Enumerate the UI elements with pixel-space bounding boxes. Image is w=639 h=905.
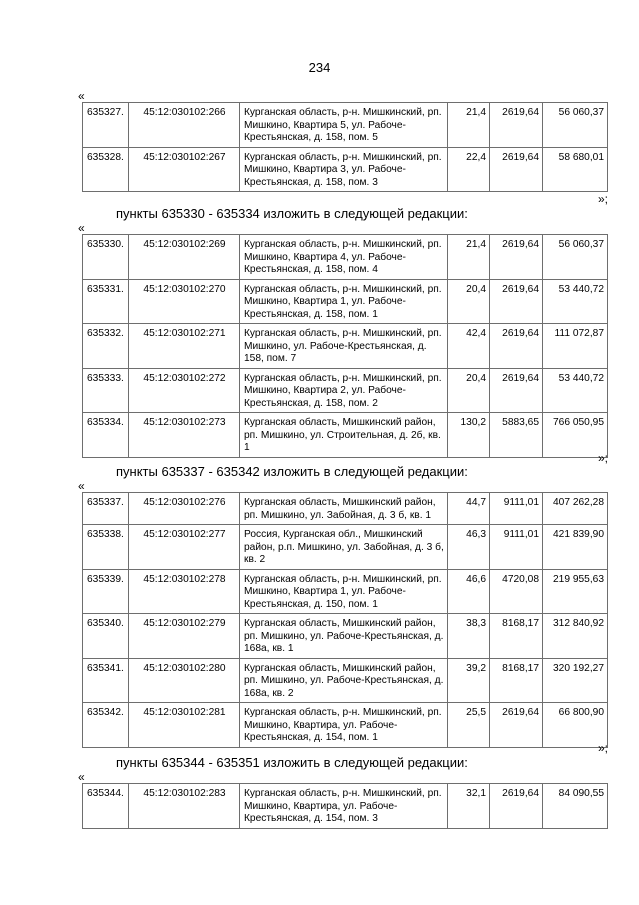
address: Курганская область, р-н. Мишкинский, рп. Мишкино, Квартира, ул. Рабоче-Крестьянская, д. 154, пом. 3: [240, 784, 448, 829]
area: 44,7: [448, 493, 490, 525]
table-row: [83, 279, 608, 324]
area: 46,3: [448, 525, 490, 570]
unit-price: 8168,17: [490, 658, 543, 703]
row-number: 635341.: [83, 658, 129, 703]
row-number: 635334.: [83, 413, 129, 458]
amendment-instruction: пункты 635330 - 635334 изложить в следующей редакции:: [116, 206, 468, 221]
row-number: 635339.: [83, 569, 129, 614]
address: Курганская область, Мишкинский район, рп. Мишкино, ул. Рабоче-Крестьянская, д. 168а, кв. 2: [240, 658, 448, 703]
area: 25,5: [448, 703, 490, 748]
row-number: 635340.: [83, 614, 129, 659]
total-value: 53 440,72: [543, 279, 608, 324]
cadastral-number: 45:12:030102:276: [129, 493, 240, 525]
unit-price: 2619,64: [490, 279, 543, 324]
unit-price: 9111,01: [490, 493, 543, 525]
row-number: 635332.: [83, 324, 129, 369]
cadastral-number: 45:12:030102:267: [129, 147, 240, 192]
cadastral-number: 45:12:030102:266: [129, 103, 240, 148]
area: 32,1: [448, 784, 490, 829]
cadastral-number: 45:12:030102:281: [129, 703, 240, 748]
area: 130,2: [448, 413, 490, 458]
total-value: 111 072,87: [543, 324, 608, 369]
total-value: 407 262,28: [543, 493, 608, 525]
row-number: 635342.: [83, 703, 129, 748]
table-row: [83, 493, 608, 525]
total-value: 421 839,90: [543, 525, 608, 570]
total-value: 320 192,27: [543, 658, 608, 703]
area: 42,4: [448, 324, 490, 369]
unit-price: 9111,01: [490, 525, 543, 570]
unit-price: 2619,64: [490, 147, 543, 192]
opening-quote: «: [78, 479, 85, 493]
area: 46,6: [448, 569, 490, 614]
total-value: 312 840,92: [543, 614, 608, 659]
address: Курганская область, Мишкинский район, рп. Мишкино, ул. Строительная, д. 2б, кв. 1: [240, 413, 448, 458]
records-table: [82, 492, 608, 748]
page-number: 234: [308, 60, 331, 75]
table-row: [83, 235, 608, 280]
total-value: 53 440,72: [543, 368, 608, 413]
amendment-instruction: пункты 635337 - 635342 изложить в следующей редакции:: [116, 464, 468, 479]
area: 38,3: [448, 614, 490, 659]
cadastral-number: 45:12:030102:269: [129, 235, 240, 280]
address: Россия, Курганская обл., Мишкинский район, р.п. Мишкино, ул. Забойная, д. 3 б, кв. 2: [240, 525, 448, 570]
closing-quote: »;: [598, 192, 609, 206]
address: Курганская область, Мишкинский район, рп. Мишкино, ул. Рабоче-Крестьянская, д. 168а, кв. 1: [240, 614, 448, 659]
unit-price: 2619,64: [490, 703, 543, 748]
address: Курганская область, р-н. Мишкинский, рп. Мишкино, Квартира 2, ул. Рабоче-Крестьянская, д. 158, пом. 2: [240, 368, 448, 413]
address: Курганская область, р-н. Мишкинский, рп. Мишкино, Квартира 4, ул. Рабоче-Крестьянская, д. 158, пом. 4: [240, 235, 448, 280]
total-value: 84 090,55: [543, 784, 608, 829]
cadastral-number: 45:12:030102:277: [129, 525, 240, 570]
row-number: 635327.: [83, 103, 129, 148]
unit-price: 5883,65: [490, 413, 543, 458]
total-value: 66 800,90: [543, 703, 608, 748]
row-number: 635330.: [83, 235, 129, 280]
row-number: 635333.: [83, 368, 129, 413]
unit-price: 8168,17: [490, 614, 543, 659]
area: 20,4: [448, 368, 490, 413]
total-value: 56 060,37: [543, 235, 608, 280]
cadastral-number: 45:12:030102:271: [129, 324, 240, 369]
address: Курганская область, р-н. Мишкинский, рп. Мишкино, Квартира 1, ул. Рабоче-Крестьянская, д. 158, пом. 1: [240, 279, 448, 324]
area: 21,4: [448, 103, 490, 148]
opening-quote: «: [78, 89, 85, 103]
table-row: [83, 784, 608, 829]
closing-quote: »;: [598, 451, 609, 465]
closing-quote: »;: [598, 741, 609, 755]
row-number: 635338.: [83, 525, 129, 570]
opening-quote: «: [78, 770, 85, 784]
row-number: 635331.: [83, 279, 129, 324]
records-table: [82, 783, 608, 829]
table-row: [83, 658, 608, 703]
total-value: 58 680,01: [543, 147, 608, 192]
unit-price: 2619,64: [490, 784, 543, 829]
table-row: [83, 569, 608, 614]
total-value: 56 060,37: [543, 103, 608, 148]
address: Курганская область, р-н. Мишкинский, рп. Мишкино, Квартира, ул. Рабоче-Крестьянская, д. 154, пом. 1: [240, 703, 448, 748]
area: 20,4: [448, 279, 490, 324]
area: 22,4: [448, 147, 490, 192]
table-row: [83, 368, 608, 413]
address: Курганская область, Мишкинский район, рп. Мишкино, ул. Забойная, д. 3 б, кв. 1: [240, 493, 448, 525]
address: Курганская область, р-н. Мишкинский, рп. Мишкино, Квартира 5, ул. Рабоче-Крестьянская, д. 158, пом. 5: [240, 103, 448, 148]
table-row: [83, 413, 608, 458]
cadastral-number: 45:12:030102:280: [129, 658, 240, 703]
table-row: [83, 103, 608, 148]
cadastral-number: 45:12:030102:273: [129, 413, 240, 458]
table-row: [83, 614, 608, 659]
address: Курганская область, р-н. Мишкинский, рп. Мишкино, ул. Рабоче-Крестьянская, д. 158, пом. 7: [240, 324, 448, 369]
total-value: 766 050,95: [543, 413, 608, 458]
unit-price: 4720,08: [490, 569, 543, 614]
area: 21,4: [448, 235, 490, 280]
cadastral-number: 45:12:030102:278: [129, 569, 240, 614]
area: 39,2: [448, 658, 490, 703]
total-value: 219 955,63: [543, 569, 608, 614]
amendment-instruction: пункты 635344 - 635351 изложить в следующей редакции:: [116, 755, 468, 770]
address: Курганская область, р-н. Мишкинский, рп. Мишкино, Квартира 3, ул. Рабоче-Крестьянская, д. 158, пом. 3: [240, 147, 448, 192]
cadastral-number: 45:12:030102:272: [129, 368, 240, 413]
unit-price: 2619,64: [490, 103, 543, 148]
cadastral-number: 45:12:030102:270: [129, 279, 240, 324]
records-table: [82, 234, 608, 458]
table-row: [83, 324, 608, 369]
table-row: [83, 147, 608, 192]
table-row: [83, 525, 608, 570]
unit-price: 2619,64: [490, 324, 543, 369]
unit-price: 2619,64: [490, 235, 543, 280]
cadastral-number: 45:12:030102:279: [129, 614, 240, 659]
records-table: [82, 102, 608, 192]
address: Курганская область, р-н. Мишкинский, рп. Мишкино, Квартира 1, ул. Рабоче-Крестьянская, д. 150, пом. 1: [240, 569, 448, 614]
row-number: 635344.: [83, 784, 129, 829]
table-row: [83, 703, 608, 748]
row-number: 635328.: [83, 147, 129, 192]
unit-price: 2619,64: [490, 368, 543, 413]
row-number: 635337.: [83, 493, 129, 525]
opening-quote: «: [78, 221, 85, 235]
cadastral-number: 45:12:030102:283: [129, 784, 240, 829]
